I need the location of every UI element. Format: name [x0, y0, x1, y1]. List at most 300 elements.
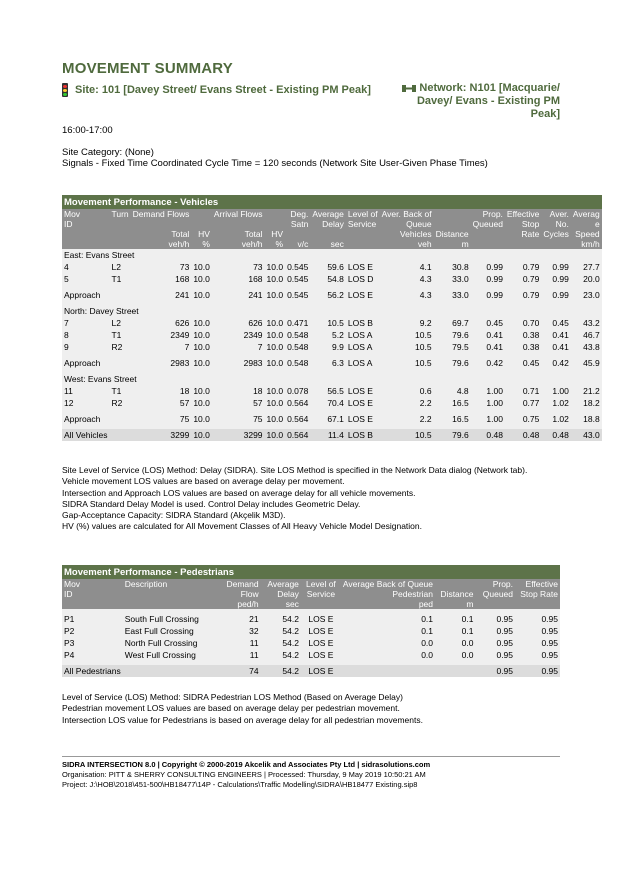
- network-line-1: Network: N101 [Macquarie/: [419, 82, 560, 94]
- pedestrian-header-row-cell: Queued: [476, 589, 516, 599]
- pedestrian-table-title: [62, 565, 560, 579]
- table-row-cell: 54.2: [261, 649, 301, 661]
- table-row-cell: T1: [109, 329, 130, 341]
- approach-row-cell: 2983: [212, 357, 265, 369]
- table-row-cell: 10.0: [266, 318, 284, 328]
- page-title: MOVEMENT SUMMARY: [62, 60, 233, 77]
- pedestrian-table-title-label: Movement Performance - Pedestrians: [62, 565, 560, 579]
- table-row: [62, 273, 602, 285]
- vehicle-header-row-cell: veh/h: [131, 239, 192, 249]
- approach-row-cell: 79.6: [434, 357, 471, 369]
- vehicle-header-row-cell: Queued: [472, 219, 503, 229]
- table-row-cell: 0.0: [341, 637, 435, 649]
- table-row-cell: 57: [212, 397, 265, 409]
- approach-row-cell: 10.0: [266, 358, 284, 368]
- table-row-cell: 4.3: [380, 273, 434, 285]
- vehicle-header-row-cell: [109, 229, 130, 239]
- vehicle-header-row-cell: [541, 239, 571, 249]
- approach-row-cell: 23.0: [571, 289, 602, 301]
- table-row: [62, 329, 602, 341]
- vehicle-header-row-cell: Level of: [347, 209, 378, 219]
- all-vehicles-row: [62, 429, 602, 441]
- network-line-3: Peak]: [530, 108, 560, 120]
- table-row-cell: 10.0: [193, 318, 210, 328]
- table-row: [62, 385, 602, 397]
- table-row-cell: 20.0: [571, 273, 602, 285]
- vehicle-header-row-cell: veh: [380, 239, 434, 249]
- approach-row-cell: Approach: [62, 289, 109, 301]
- note-line: SIDRA Standard Delay Model is used. Control Delay includes Geometric Delay.: [62, 498, 361, 509]
- footer-project: Project: J:\HOB\2018\451-500\HB18477\14P - Calculations\Traffic Modelling\SIDRA\HB18477 Existing.sip8: [62, 780, 418, 789]
- approach-row-cell: 10.0: [266, 414, 284, 424]
- site-title: Site: 101 [Davey Street/ Evans Street - Existing PM Peak]: [75, 84, 371, 96]
- network-line-2: Davey/ Evans - Existing PM: [416, 95, 560, 107]
- all-pedestrians-row: [62, 665, 560, 677]
- table-row-cell: 0.564: [287, 398, 309, 408]
- approach-row-cell: 6.3: [310, 357, 346, 369]
- time-period: 16:00-17:00: [62, 125, 113, 136]
- table-row-cell: 79.6: [434, 329, 471, 341]
- approach-section: [62, 305, 602, 317]
- table-row-cell: 0.95: [515, 625, 560, 637]
- approach-row-cell: 0.548: [287, 358, 309, 368]
- all-pedestrians-row-cell: 74: [217, 665, 261, 677]
- footer-copyright: SIDRA INTERSECTION 8.0 | Copyright © 2000-2019 Akcelik and Associates Pty Ltd | sidrasolutions.com: [62, 760, 431, 769]
- vehicle-header-row-cell: Prop.: [471, 209, 505, 219]
- footer-divider: [62, 756, 560, 757]
- table-row-cell: P1: [62, 613, 123, 625]
- pedestrian-header-row-cell: [476, 599, 516, 609]
- all-vehicles-row-cell: 10.5: [380, 429, 434, 441]
- vehicle-header-row-cell: Service: [346, 219, 380, 229]
- all-vehicles-row-cell: 0.564: [287, 430, 309, 440]
- approach-row-cell: 0.99: [471, 289, 505, 301]
- approach-row-cell: LOS E: [346, 413, 380, 425]
- vehicle-header-row-cell: m: [434, 239, 471, 249]
- table-row-cell: 10.5: [380, 341, 434, 353]
- table-row-cell: 0.95: [476, 613, 516, 625]
- table-row-cell: 70.4: [310, 397, 346, 409]
- table-row-cell: 10.5: [310, 317, 346, 329]
- vehicle-header-row-cell: [265, 209, 286, 219]
- pedestrian-header-row-cell: sec: [261, 599, 301, 609]
- table-row-cell: 0.95: [515, 613, 560, 625]
- table-row-cell: 18: [131, 385, 192, 397]
- approach-row: [62, 413, 602, 425]
- pedestrian-header-row-cell: Average Back of Queue: [342, 579, 434, 589]
- vehicle-header-row: [62, 229, 602, 239]
- table-row-cell: 11: [217, 649, 261, 661]
- table-row-cell: 73: [212, 261, 265, 273]
- vehicle-header-row-cell: [109, 219, 130, 229]
- table-row-cell: 9.9: [310, 341, 346, 353]
- network-heading: [385, 82, 560, 121]
- approach-row-cell: [109, 289, 130, 301]
- vehicle-header-row-cell: ID: [62, 219, 109, 229]
- pedestrian-header-row-cell: Distance: [435, 589, 475, 599]
- approach-section: [62, 249, 602, 261]
- all-vehicles-row-cell: 3299: [212, 429, 265, 441]
- table-row-cell: 54.2: [261, 625, 301, 637]
- table-row-cell: 0.79: [505, 261, 541, 273]
- pedestrian-header-row-cell: [301, 599, 341, 609]
- vehicle-header-row: [62, 209, 602, 219]
- note-line: Vehicle movement LOS values are based on average delay per movement.: [62, 476, 345, 487]
- approach-row-cell: 16.5: [434, 413, 471, 425]
- table-row-cell: 10.0: [193, 330, 210, 340]
- table-row-cell: 0.95: [515, 637, 560, 649]
- table-row-cell: 0.41: [471, 341, 505, 353]
- all-vehicles-row-cell: LOS B: [346, 429, 380, 441]
- table-row-cell: 0.41: [471, 329, 505, 341]
- vehicle-header-row-cell: Aver.: [541, 209, 571, 219]
- vehicle-header-row-cell: HV: [191, 229, 212, 239]
- vehicle-header-row-cell: [62, 239, 109, 249]
- table-row-cell: North Full Crossing: [123, 637, 217, 649]
- vehicle-header-row: [62, 239, 602, 249]
- table-row: [62, 397, 602, 409]
- pedestrian-performance-table: [62, 565, 560, 677]
- table-row-cell: South Full Crossing: [123, 613, 217, 625]
- table-row: [62, 261, 602, 273]
- approach-row-cell: 75: [212, 413, 265, 425]
- all-vehicles-row-cell: 0.48: [471, 429, 505, 441]
- vehicle-header-row-cell: [109, 239, 130, 249]
- table-row-cell: 0.99: [471, 261, 505, 273]
- table-row-cell: West Full Crossing: [123, 649, 217, 661]
- table-row-cell: 18: [212, 385, 265, 397]
- table-row-cell: 46.7: [571, 329, 602, 341]
- table-row-cell: 0.99: [541, 273, 571, 285]
- table-row-cell: 2.2: [380, 397, 434, 409]
- vehicle-header-row-cell: Deg.: [285, 209, 310, 219]
- table-row-cell: P3: [62, 637, 123, 649]
- approach-row-cell: 1.00: [471, 413, 505, 425]
- table-row-cell: 0.95: [476, 637, 516, 649]
- table-row-cell: LOS E: [301, 625, 341, 637]
- approach-row-cell: 241: [131, 289, 192, 301]
- approach-row-cell: Approach: [62, 413, 109, 425]
- approach-row-cell: 1.02: [541, 413, 571, 425]
- note-line: Intersection LOS value for Pedestrians is based on average delay for all pedestrian movements.: [62, 714, 423, 725]
- table-row-cell: 0.71: [505, 385, 541, 397]
- table-row: [62, 317, 602, 329]
- approach-row-cell: LOS A: [346, 357, 380, 369]
- table-row-cell: LOS A: [346, 329, 380, 341]
- table-row-cell: 0.45: [541, 317, 571, 329]
- table-row-cell: 4: [62, 261, 109, 273]
- table-row-cell: 9: [62, 341, 109, 353]
- pedestrian-header-row-cell: ped/h: [217, 599, 261, 609]
- vehicle-header-row-cell: e: [571, 219, 602, 229]
- approach-row-cell: 4.3: [380, 289, 434, 301]
- table-row-cell: 10.0: [266, 342, 284, 352]
- table-row-cell: LOS E: [301, 613, 341, 625]
- table-row-cell: 1.00: [471, 397, 505, 409]
- note-line: Gap-Acceptance Capacity: SIDRA Standard (Akçelik M3D).: [62, 510, 286, 521]
- table-row-cell: 0.99: [541, 261, 571, 273]
- table-row-cell: 0.99: [471, 273, 505, 285]
- table-row-cell: 0.548: [287, 330, 309, 340]
- vehicle-header-row-cell: Average: [312, 209, 344, 219]
- approach-row-cell: 0.42: [541, 357, 571, 369]
- table-row-cell: LOS E: [346, 385, 380, 397]
- table-row-cell: 11: [62, 385, 109, 397]
- vehicle-header-row-cell: sec: [310, 239, 346, 249]
- pedestrian-header-row-cell: Description: [123, 579, 217, 589]
- table-row-cell: LOS E: [301, 649, 341, 661]
- approach-row-cell: 10.0: [193, 290, 210, 300]
- table-row: [62, 637, 560, 649]
- pedestrian-header-row-cell: Flow: [217, 589, 261, 599]
- table-row-cell: 10.0: [266, 274, 284, 284]
- vehicle-header-row-cell: [346, 229, 380, 239]
- approach-row-cell: 56.2: [310, 289, 346, 301]
- vehicle-header-row: [62, 219, 602, 229]
- table-row-cell: 0.79: [505, 273, 541, 285]
- table-row-cell: 43.2: [571, 317, 602, 329]
- pedestrian-header-row-cell: Average: [261, 579, 301, 589]
- table-row-cell: 16.5: [434, 397, 471, 409]
- all-pedestrians-row-cell: [435, 665, 475, 677]
- table-row-cell: 4.8: [434, 385, 471, 397]
- approach-row-cell: 10.0: [266, 290, 284, 300]
- approach-row-cell: 0.79: [505, 289, 541, 301]
- table-row-cell: 54.8: [310, 273, 346, 285]
- table-row-cell: 0.1: [435, 625, 475, 637]
- approach-row-cell: 0.99: [541, 289, 571, 301]
- all-pedestrians-row-cell: 0.95: [515, 665, 560, 677]
- all-vehicles-row-cell: 10.0: [266, 430, 284, 440]
- vehicle-header-row-cell: No.: [541, 219, 571, 229]
- all-vehicles-row-cell: [109, 429, 130, 441]
- table-row-cell: 0.41: [541, 341, 571, 353]
- all-pedestrians-row-cell: LOS E: [301, 665, 341, 677]
- vehicle-notes: [62, 465, 527, 533]
- all-vehicles-row-cell: 11.4: [310, 429, 346, 441]
- vehicle-header-row-cell: Cycles: [543, 229, 569, 239]
- vehicle-header-row-cell: Demand Flows: [132, 209, 190, 219]
- table-row-cell: 54.2: [261, 613, 301, 625]
- table-row-cell: 10.5: [380, 329, 434, 341]
- table-row-cell: 0.41: [541, 329, 571, 341]
- table-row-cell: 73: [131, 261, 192, 273]
- table-row-cell: 56.5: [310, 385, 346, 397]
- all-vehicles-row-cell: 43.0: [571, 429, 602, 441]
- vehicle-header-row-cell: v/c: [285, 239, 310, 249]
- traffic-signal-icon: [62, 83, 68, 97]
- vehicle-header-row-cell: Queue: [380, 219, 434, 229]
- table-row-cell: LOS A: [346, 341, 380, 353]
- approach-row-cell: 75: [131, 413, 192, 425]
- vehicle-header-row-cell: veh/h: [212, 239, 265, 249]
- table-row-cell: 0.95: [476, 625, 516, 637]
- table-row-cell: 10.0: [266, 398, 284, 408]
- table-row-cell: 0.0: [435, 637, 475, 649]
- vehicle-header-row-cell: Speed: [571, 229, 602, 239]
- approach-row-cell: 45.9: [571, 357, 602, 369]
- table-row-cell: T1: [109, 385, 130, 397]
- approach-row-cell: 0.545: [287, 290, 309, 300]
- pedestrian-header-row-cell: Service: [301, 589, 341, 599]
- note-line: Pedestrian movement LOS values are based on average delay per pedestrian movement.: [62, 703, 400, 714]
- vehicle-header-row-cell: [434, 219, 471, 229]
- vehicle-header-row-cell: km/h: [571, 239, 602, 249]
- pedestrian-header-row: [62, 579, 560, 589]
- pedestrian-header-row: [62, 599, 560, 609]
- signals-info: Signals - Fixed Time Coordinated Cycle Time = 120 seconds (Network Site User-Given Phase Times): [62, 158, 488, 169]
- table-row-cell: 2349: [131, 329, 192, 341]
- table-row-cell: L2: [109, 317, 130, 329]
- vehicle-header-row-cell: %: [191, 239, 212, 249]
- vehicle-header-row-cell: Total: [131, 229, 192, 239]
- table-row-cell: 0.0: [435, 649, 475, 661]
- table-row: [62, 341, 602, 353]
- vehicle-header-row-cell: [471, 229, 505, 239]
- approach-row-cell: 33.0: [434, 289, 471, 301]
- vehicle-performance-table: [62, 195, 602, 441]
- vehicle-header-row-cell: [62, 229, 109, 239]
- table-row-cell: 57: [131, 397, 192, 409]
- vehicle-header-row-cell: [212, 219, 265, 229]
- all-pedestrians-row-cell: 54.2: [261, 665, 301, 677]
- footer: [62, 760, 430, 790]
- table-row-cell: LOS E: [301, 637, 341, 649]
- table-row-cell: P2: [62, 625, 123, 637]
- table-row-cell: 0.1: [435, 613, 475, 625]
- table-row-cell: LOS E: [346, 261, 380, 273]
- table-row-cell: 168: [131, 273, 192, 285]
- table-row-cell: LOS B: [346, 317, 380, 329]
- all-vehicles-row-cell: 10.0: [193, 430, 210, 440]
- table-row-cell: 10.0: [193, 262, 210, 272]
- table-row-cell: R2: [109, 341, 130, 353]
- network-icon: [402, 84, 416, 93]
- table-row-cell: 7: [62, 317, 109, 329]
- approach-row-cell: 0.45: [505, 357, 541, 369]
- site-heading: [62, 83, 371, 97]
- vehicle-header-row-cell: [346, 239, 380, 249]
- approach-section-label: West: Evans Street: [62, 373, 602, 385]
- note-line: Level of Service (LOS) Method: SIDRA Pedestrian LOS Method (Based on Average Delay): [62, 692, 403, 702]
- vehicle-header-row-cell: [191, 219, 212, 229]
- table-row-cell: 0.38: [505, 329, 541, 341]
- table-row-cell: 7: [131, 341, 192, 353]
- table-row-cell: 27.7: [571, 261, 602, 273]
- table-row-cell: 5: [62, 273, 109, 285]
- all-pedestrians-row-cell: [123, 665, 217, 677]
- table-row-cell: 9.2: [380, 317, 434, 329]
- table-row-cell: 32: [217, 625, 261, 637]
- table-row-cell: P4: [62, 649, 123, 661]
- table-row-cell: 30.8: [434, 261, 471, 273]
- vehicle-header-row-cell: Satn: [285, 219, 310, 229]
- approach-row-cell: 67.1: [310, 413, 346, 425]
- approach-row: [62, 357, 602, 369]
- approach-row-cell: [109, 357, 130, 369]
- approach-section-label: North: Davey Street: [62, 305, 602, 317]
- pedestrian-header-row-cell: Delay: [261, 589, 301, 599]
- table-row-cell: 1.02: [541, 397, 571, 409]
- table-row-cell: 54.2: [261, 637, 301, 649]
- table-row-cell: 10.0: [266, 262, 284, 272]
- pedestrian-header-row-cell: m: [435, 599, 475, 609]
- approach-row: [62, 289, 602, 301]
- vehicle-header-row-cell: Effective: [506, 209, 540, 219]
- table-row-cell: 10.0: [266, 386, 284, 396]
- table-row-cell: LOS E: [346, 397, 380, 409]
- approach-row-cell: 241: [212, 289, 265, 301]
- all-vehicles-row-cell: 0.48: [541, 429, 571, 441]
- vehicle-table-title-label: Movement Performance - Vehicles: [62, 195, 602, 209]
- table-row-cell: 0.70: [505, 317, 541, 329]
- pedestrian-header-row-cell: Stop Rate: [515, 589, 560, 599]
- table-row-cell: 12: [62, 397, 109, 409]
- pedestrian-header-row-cell: ID: [62, 589, 123, 599]
- vehicle-header-row-cell: Mov: [62, 209, 109, 219]
- pedestrian-header-row-cell: [62, 599, 123, 609]
- vehicle-header-row-cell: Arrival Flows: [213, 209, 263, 219]
- table-row-cell: 626: [212, 317, 265, 329]
- approach-row-cell: [109, 413, 130, 425]
- table-row-cell: 2349: [212, 329, 265, 341]
- note-line: HV (%) values are calculated for All Movement Classes of All Heavy Vehicle Model Designation.: [62, 521, 423, 532]
- table-row-cell: 43.8: [571, 341, 602, 353]
- approach-row-cell: 2983: [131, 357, 192, 369]
- table-row-cell: 1.00: [541, 385, 571, 397]
- table-row-cell: L2: [109, 261, 130, 273]
- vehicle-header-row-cell: [471, 239, 505, 249]
- note-line: Site Level of Service (LOS) Method: Delay (SIDRA). Site LOS Method is specified in the Network Data dialog (Network tab).: [62, 465, 528, 475]
- pedestrian-header-row-cell: Level of: [301, 579, 341, 589]
- table-row-cell: 79.5: [434, 341, 471, 353]
- table-row-cell: 0.548: [287, 342, 309, 352]
- table-row-cell: 0.45: [471, 317, 505, 329]
- table-row-cell: 0.0: [341, 649, 435, 661]
- approach-row-cell: 0.564: [287, 414, 309, 424]
- pedestrian-header-row-cell: [515, 599, 560, 609]
- table-row-cell: 10.0: [193, 342, 210, 352]
- table-row-cell: 21.2: [571, 385, 602, 397]
- approach-row-cell: Approach: [62, 357, 109, 369]
- table-row-cell: 0.95: [515, 649, 560, 661]
- all-pedestrians-row-cell: 0.95: [476, 665, 516, 677]
- vehicle-header-row-cell: Stop: [505, 219, 541, 229]
- table-row-cell: 0.1: [341, 625, 435, 637]
- pedestrian-header-row-cell: Effective: [515, 579, 560, 589]
- vehicle-header-row-cell: [505, 239, 541, 249]
- pedestrian-header-row: [62, 589, 560, 599]
- approach-row-cell: 18.8: [571, 413, 602, 425]
- table-row: [62, 625, 560, 637]
- vehicle-header-row-cell: Rate: [505, 229, 541, 239]
- table-row-cell: 168: [212, 273, 265, 285]
- vehicle-header-row-cell: HV: [265, 229, 286, 239]
- vehicle-header-row-cell: Averag: [572, 209, 600, 219]
- vehicle-header-row-cell: Total: [212, 229, 265, 239]
- table-row-cell: 10.0: [193, 398, 210, 408]
- footer-organisation: Organisation: PITT & SHERRY CONSULTING ENGINEERS | Processed: Thursday, 9 May 2019 10:50:21 AM: [62, 770, 426, 779]
- table-row-cell: 10.0: [266, 330, 284, 340]
- vehicle-header-row-cell: [434, 209, 471, 219]
- approach-section: [62, 373, 602, 385]
- pedestrian-header-row-cell: Demand: [217, 579, 261, 589]
- table-row-cell: 10.0: [193, 386, 210, 396]
- pedestrian-header-row-cell: [123, 599, 217, 609]
- table-row-cell: 626: [131, 317, 192, 329]
- vehicle-header-row-cell: %: [265, 239, 286, 249]
- vehicle-header-row-cell: [265, 219, 286, 229]
